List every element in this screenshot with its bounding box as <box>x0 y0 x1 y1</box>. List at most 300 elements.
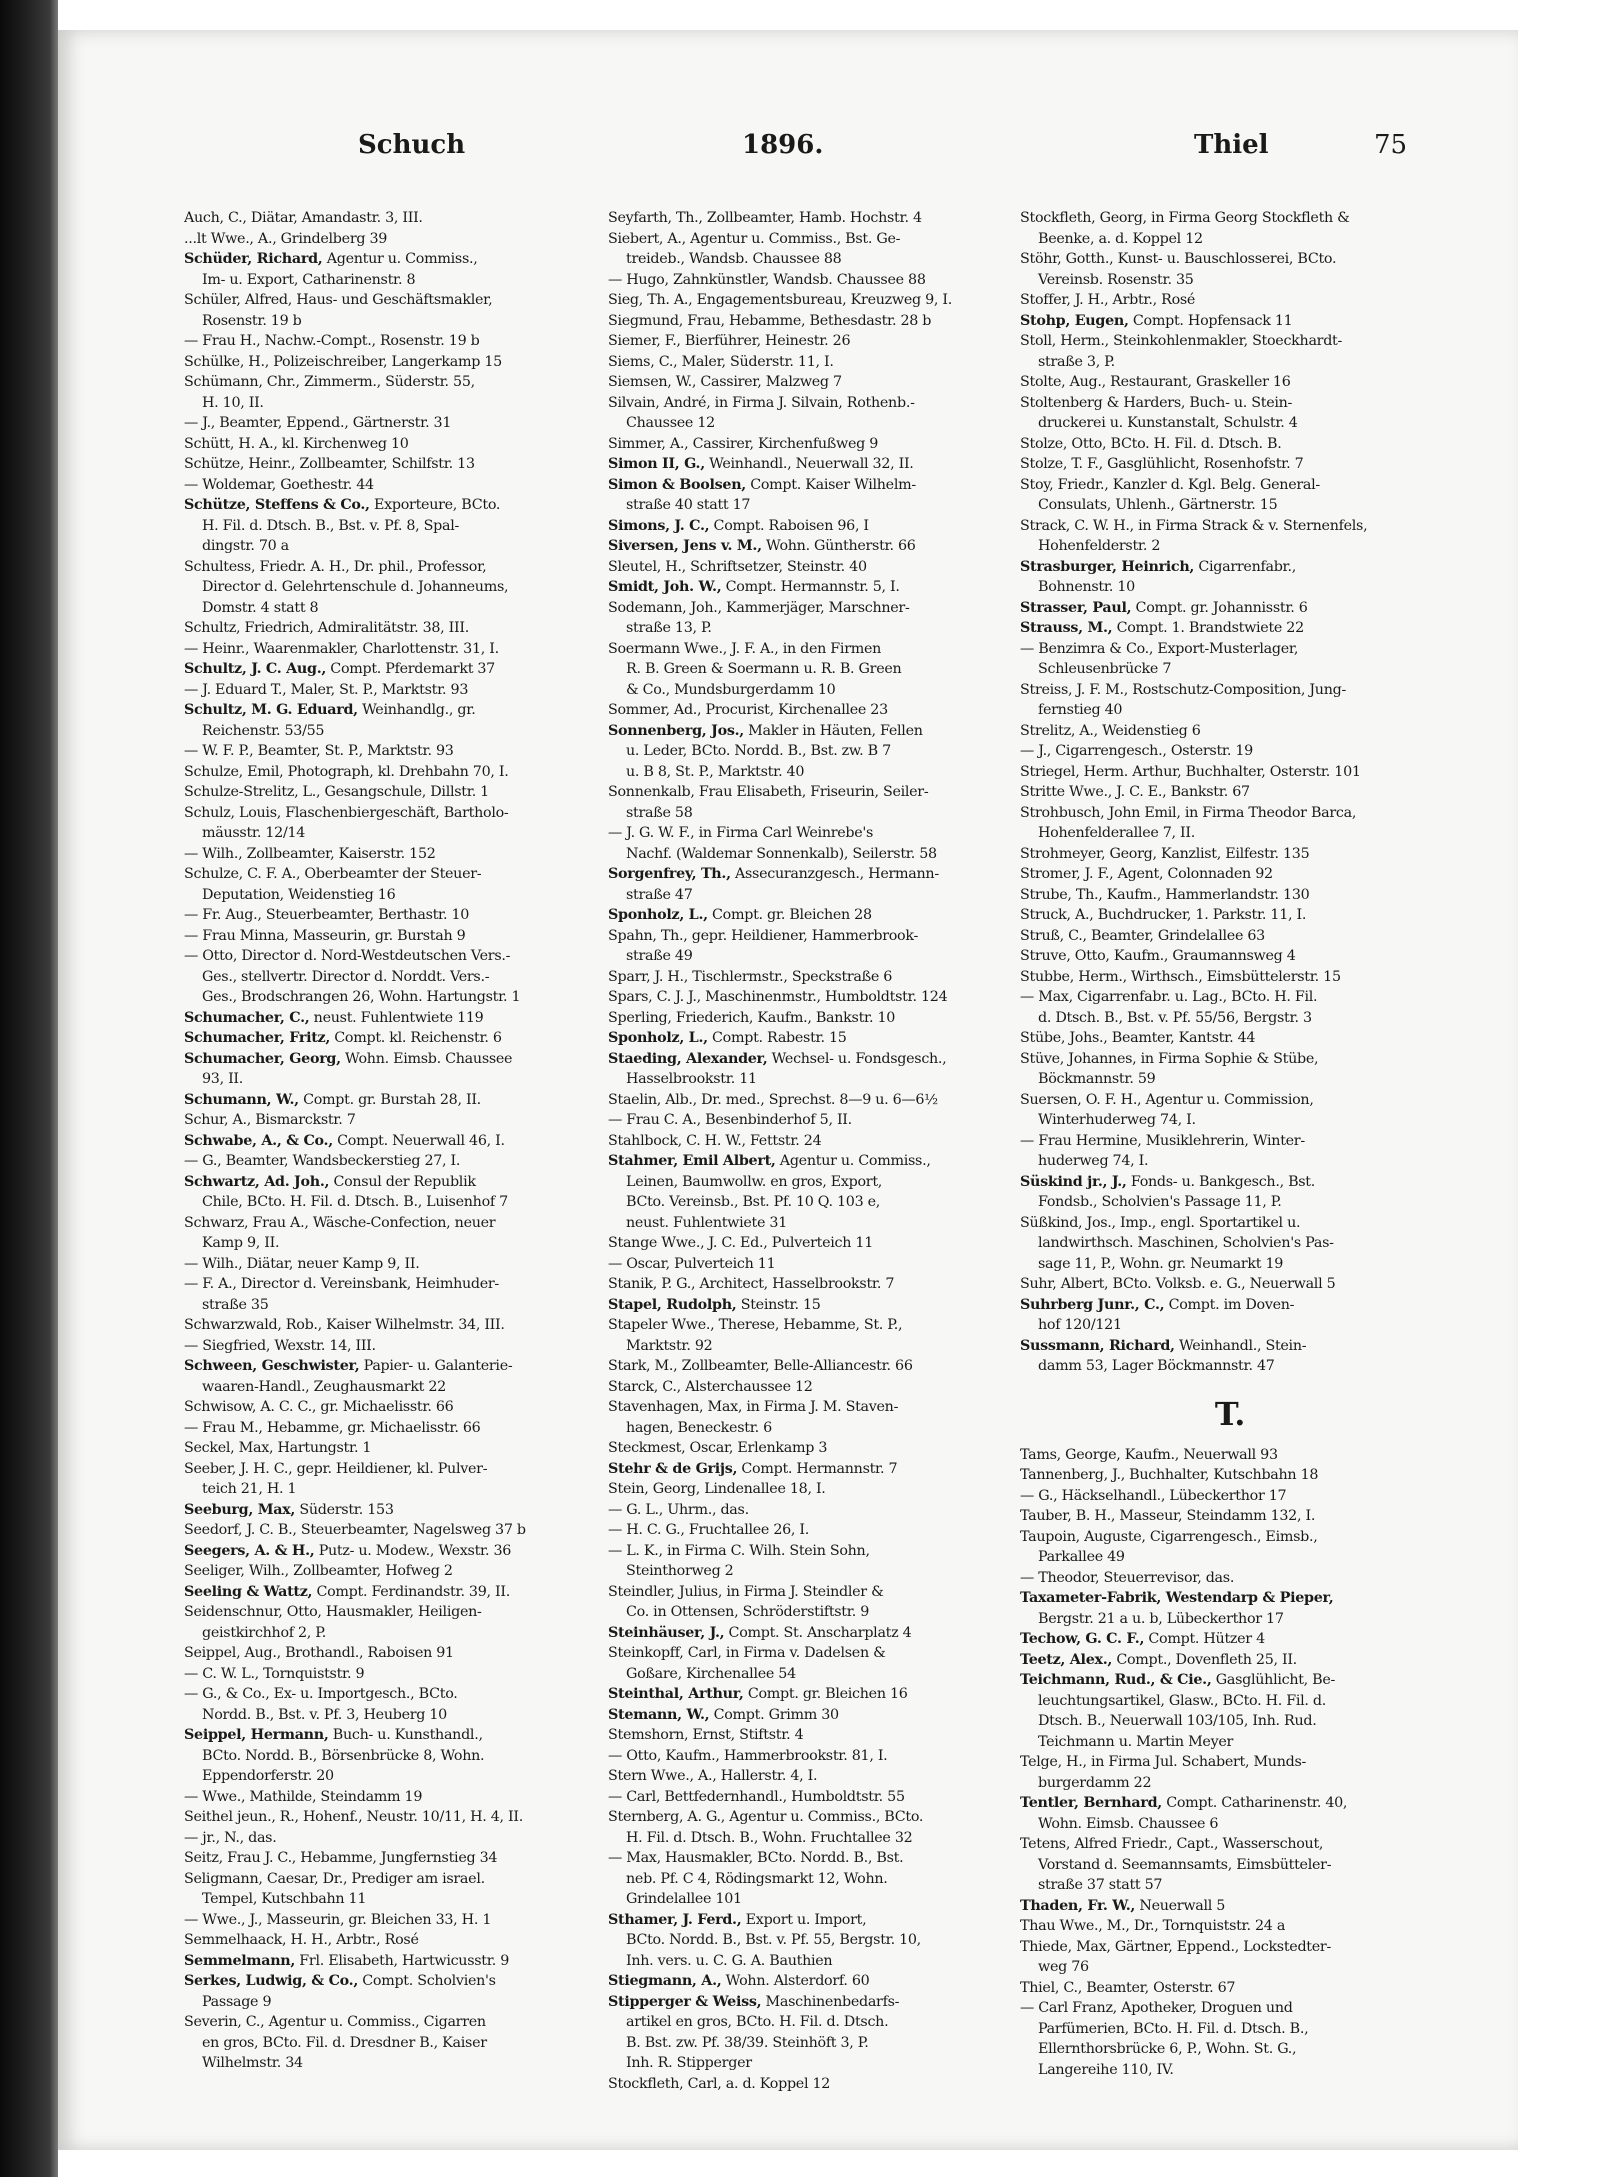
directory-entry <box>1020 1274 1440 1295</box>
directory-entry-continuation <box>1020 2060 1440 2081</box>
directory-entry-continuation <box>184 598 604 619</box>
entry-text: leuchtungsartikel, Glasw., BCto. H. Fil. d. <box>1038 1692 1327 1709</box>
directory-entry <box>184 1807 604 1828</box>
directory-entry <box>608 1910 1028 1931</box>
entry-bold-name: Schultz, J. C. Aug., <box>184 661 327 677</box>
entry-text: Compt., Dovenfleth 25, II. <box>1112 1651 1297 1668</box>
directory-entry <box>184 208 604 229</box>
entry-text: neb. Pf. C 4, Rödingsmarkt 12, Wohn. <box>626 1870 888 1887</box>
directory-entry <box>608 1807 1028 1828</box>
entry-text: Frl. Elisabeth, Hartwicusstr. 9 <box>295 1952 509 1969</box>
directory-entry <box>608 1541 1028 1562</box>
entry-text: Tempel, Kutschbahn 11 <box>202 1891 367 1907</box>
directory-entry-continuation <box>1020 700 1440 721</box>
entry-text: Parkallee 49 <box>1038 1549 1125 1565</box>
entry-bold-name: Seeburg, Max, <box>184 1501 296 1518</box>
entry-text: Seedorf, J. C. B., Steuerbeamter, Nagelsweg 37 b <box>184 1522 526 1538</box>
entry-text: u. B 8, St. P., Marktstr. 40 <box>626 763 805 780</box>
entry-text: Agentur u. Commiss., <box>322 251 478 267</box>
directory-entry <box>608 1438 1028 1459</box>
entry-text: straße 37 statt 57 <box>1038 1877 1163 1893</box>
entry-text: Thiede, Max, Gärtner, Eppend., Lockstedter- <box>1020 1938 1331 1955</box>
directory-entry <box>1020 639 1440 660</box>
directory-entry-continuation <box>184 2053 604 2074</box>
directory-entry-continuation <box>608 618 1028 639</box>
entry-bold-name: Stiegmann, A., <box>608 1973 722 1989</box>
entry-text: Reichenstr. 53/55 <box>202 722 325 739</box>
entry-text: R. B. Green & Soermann u. R. B. Green <box>626 661 902 677</box>
entry-text: Schümann, Chr., Zimmerm., Süderstr. 55, <box>184 374 475 390</box>
entry-text: Seithel jeun., R., Hohenf., Neustr. 10/11, H. 4, II. <box>184 1809 523 1825</box>
entry-text: Wilhelmstr. 34 <box>202 2055 303 2071</box>
entry-text: damm 53, Lager Böckmannstr. 47 <box>1038 1358 1275 1374</box>
directory-entry-continuation <box>608 1213 1028 1234</box>
directory-entry <box>608 393 1028 414</box>
entry-text: Compt. Hopfensack 11 <box>1128 312 1293 329</box>
directory-entry <box>184 1356 604 1377</box>
directory-entry <box>184 1336 604 1357</box>
entry-bold-name: Schumann, W., <box>184 1091 299 1108</box>
directory-entry <box>608 926 1028 947</box>
directory-entry <box>184 1028 604 1049</box>
book-binding-shadow <box>0 0 58 2177</box>
entry-text: Sleutel, H., Schriftsetzer, Steinstr. 40 <box>608 558 867 575</box>
entry-text: Weinhandl., Stein- <box>1174 1337 1307 1354</box>
entry-text: — Carl, Bettfedernhandl., Humboldtstr. 55 <box>608 1788 905 1805</box>
entry-text: Sieg, Th. A., Engagementsbureau, Kreuzweg 9, I. <box>608 292 952 308</box>
entry-text: Schüler, Alfred, Haus- und Geschäftsmakler, <box>184 292 493 308</box>
entry-text: BCto. Vereinsb., Bst. Pf. 10 Q. 103 e, <box>626 1194 881 1210</box>
directory-entry-continuation <box>608 249 1028 270</box>
directory-entry <box>608 1992 1028 2013</box>
entry-bold-name: Smidt, Joh. W., <box>608 579 722 595</box>
directory-entry-continuation <box>608 1951 1028 1972</box>
entry-text: Stockfleth, Carl, a. d. Koppel 12 <box>608 2075 831 2092</box>
entry-text: huderweg 74, I. <box>1038 1153 1149 1169</box>
entry-text: Thau Wwe., M., Dr., Tornquiststr. 24 a <box>1020 1918 1286 1934</box>
entry-text: Stolze, Otto, BCto. H. Fil. d. Dtsch. B. <box>1020 435 1282 452</box>
entry-text: Compt. gr. Burstah 28, II. <box>298 1091 481 1108</box>
entry-text: Staelin, Alb., Dr. med., Sprechst. 8—9 u. 6—6½ <box>608 1091 938 1108</box>
directory-entry <box>184 229 604 250</box>
directory-entry-continuation <box>608 885 1028 906</box>
directory-entry <box>1020 803 1440 824</box>
entry-text: — Frau M., Hebamme, gr. Michaelisstr. 66 <box>184 1419 481 1436</box>
entry-text: Stolze, T. F., Gasglühlicht, Rosenhofstr. 7 <box>1020 456 1304 472</box>
entry-text: Stange Wwe., J. C. Ed., Pulverteich 11 <box>608 1235 874 1251</box>
directory-entry <box>1020 475 1440 496</box>
entry-text: — W. F. P., Beamter, St. P., Marktstr. 93 <box>184 743 454 759</box>
entry-text: Hohenfelderallee 7, II. <box>1038 825 1195 841</box>
entry-text: Sodemann, Joh., Kammerjäger, Marschner- <box>608 599 910 616</box>
entry-text: Cigarrenfabr., <box>1194 558 1296 575</box>
entry-text: Strack, C. W. H., in Firma Strack & v. Sternenfels, <box>1020 517 1368 534</box>
directory-entry <box>1020 1486 1440 1507</box>
directory-entry <box>608 208 1028 229</box>
directory-entry <box>1020 598 1440 619</box>
directory-entry <box>608 434 1028 455</box>
directory-entry <box>184 680 604 701</box>
directory-entry <box>1020 1506 1440 1527</box>
running-header <box>58 130 1518 170</box>
entry-text: — Frau Minna, Masseurin, gr. Burstah 9 <box>184 927 466 944</box>
directory-entry <box>1020 1445 1440 1466</box>
entry-text: Wohn. Eimsb. Chaussee 6 <box>1038 1815 1219 1832</box>
directory-entry <box>1020 331 1440 352</box>
entry-text: Langereihe 110, IV. <box>1038 2061 1174 2078</box>
entry-text: Compt. Raboisen 96, I <box>709 517 869 534</box>
entry-text: treideb., Wandsb. Chaussee 88 <box>626 251 842 267</box>
entry-text: Compt. kl. Reichenstr. 6 <box>330 1030 502 1046</box>
entry-bold-name: Sonnenberg, Jos., <box>608 722 744 739</box>
entry-text: Hohenfelderstr. 2 <box>1038 538 1161 554</box>
directory-entry <box>608 1295 1028 1316</box>
entry-text: Stubbe, Herm., Wirthsch., Eimsbüttelerstr. 15 <box>1020 968 1341 985</box>
entry-bold-name: Süskind jr., J., <box>1020 1173 1127 1190</box>
directory-entry <box>608 2074 1028 2095</box>
entry-text: H. 10, II. <box>202 394 264 411</box>
entry-text: Steckmest, Oscar, Erlenkamp 3 <box>608 1440 828 1456</box>
entry-text: Schwisow, A. C. C., gr. Michaelisstr. 66 <box>184 1399 454 1415</box>
entry-text: Compt. gr. Johannisstr. 6 <box>1131 599 1308 616</box>
section-letter-heading: T. <box>1214 1394 1246 1433</box>
entry-text: Steinkopff, Carl, in Firma v. Dadelsen & <box>608 1645 886 1661</box>
directory-entry-continuation <box>184 1992 604 2013</box>
directory-entry-continuation <box>608 1069 1028 1090</box>
entry-text: — G. L., Uhrm., das. <box>608 1501 749 1518</box>
entry-text: burgerdamm 22 <box>1038 1774 1152 1791</box>
directory-entry-continuation <box>608 1172 1028 1193</box>
directory-entry <box>184 1684 604 1705</box>
entry-text: — G., & Co., Ex- u. Importgesch., BCto. <box>184 1686 458 1702</box>
entry-text: Starck, C., Alsterchaussee 12 <box>608 1378 813 1395</box>
entry-text: Rosenstr. 19 b <box>202 312 302 329</box>
entry-text: Stahlbock, C. H. W., Fettstr. 24 <box>608 1132 822 1149</box>
entry-text: Chile, BCto. H. Fil. d. Dtsch. B., Luisenhof 7 <box>202 1194 508 1210</box>
entry-text: Sonnenkalb, Frau Elisabeth, Friseurin, Seiler- <box>608 784 929 800</box>
entry-text: Ellernthorsbrücke 6, P., Wohn. St. G., <box>1038 2041 1297 2057</box>
directory-entry <box>184 803 604 824</box>
entry-text: 93, II. <box>202 1071 244 1087</box>
directory-entry-continuation <box>1020 1008 1440 1029</box>
directory-entry <box>184 1848 604 1869</box>
entry-bold-name: Simon II, G., <box>608 456 705 472</box>
entry-text: Struve, Otto, Kaufm., Graumannsweg 4 <box>1020 948 1296 964</box>
directory-entry <box>184 864 604 885</box>
entry-bold-name: Simons, J. C., <box>608 517 710 534</box>
directory-entry <box>608 331 1028 352</box>
directory-entry <box>608 721 1028 742</box>
entry-bold-name: Thaden, Fr. W., <box>1020 1897 1136 1914</box>
header-year: 1896. <box>742 130 824 160</box>
entry-text: straße 58 <box>626 804 693 821</box>
entry-text: Stoltenberg & Harders, Buch- u. Stein- <box>1020 394 1293 411</box>
header-right-catchword: Thiel <box>1194 130 1269 160</box>
directory-entry <box>608 1746 1028 1767</box>
directory-entry <box>1020 885 1440 906</box>
directory-entry-continuation <box>608 1869 1028 1890</box>
entry-text: d. Dtsch. B., Bst. v. Pf. 55/56, Bergstr. 3 <box>1038 1009 1312 1026</box>
entry-text: Compt. Rabestr. 15 <box>707 1030 847 1046</box>
entry-text: Parfümerien, BCto. H. Fil. d. Dtsch. B., <box>1038 2020 1309 2037</box>
entry-text: Struß, C., Beamter, Grindelallee 63 <box>1020 927 1265 944</box>
directory-entry <box>1020 311 1440 332</box>
entry-text: Vereinsb. Rosenstr. 35 <box>1038 271 1194 288</box>
directory-entry-continuation <box>608 1930 1028 1951</box>
directory-entry <box>608 1848 1028 1869</box>
directory-entry-continuation <box>1020 536 1440 557</box>
entry-text: Stoy, Friedr., Kanzler d. Kgl. Belg. General- <box>1020 476 1320 493</box>
entry-text: Nordd. B., Bst. v. Pf. 3, Heuberg 10 <box>202 1706 447 1723</box>
directory-entry <box>184 1131 604 1152</box>
directory-entry <box>1020 618 1440 639</box>
entry-text: Compt. Grimm 30 <box>709 1706 839 1723</box>
directory-entry <box>1020 1131 1440 1152</box>
directory-entry <box>1020 1896 1440 1917</box>
entry-text: en gros, BCto. Fil. d. Dresdner B., Kaiser <box>202 2034 487 2051</box>
entry-text: — J. G. W. F., in Firma Carl Weinrebe's <box>608 825 874 841</box>
entry-text: Compt. 1. Brandstwiete 22 <box>1112 620 1304 636</box>
directory-entry <box>608 1520 1028 1541</box>
entry-text: Fonds- u. Bankgesch., Bst. <box>1126 1173 1316 1190</box>
directory-entry-continuation <box>608 946 1028 967</box>
entry-text: Makler in Häuten, Fellen <box>743 722 923 739</box>
directory-entry <box>184 557 604 578</box>
directory-entry <box>184 1930 604 1951</box>
directory-entry <box>608 1623 1028 1644</box>
entry-text: neust. Fuhlentwiete 31 <box>626 1214 787 1231</box>
entry-text: Seippel, Aug., Brothandl., Raboisen 91 <box>184 1645 454 1661</box>
entry-text: Hasselbrookstr. 11 <box>626 1071 757 1087</box>
entry-text: Putz- u. Modew., Wexstr. 36 <box>314 1542 512 1559</box>
directory-entry <box>1020 1670 1440 1691</box>
directory-entry-continuation <box>1020 1814 1440 1835</box>
entry-text: Tannenberg, J., Buchhalter, Kutschbahn 18 <box>1020 1467 1319 1483</box>
directory-entry <box>184 618 604 639</box>
entry-text: Buch- u. Kunsthandl., <box>328 1727 483 1743</box>
directory-entry <box>184 639 604 660</box>
directory-entry <box>608 1725 1028 1746</box>
directory-entry <box>1020 905 1440 926</box>
entry-text: Streiss, J. F. M., Rostschutz-Composition, Jung- <box>1020 681 1346 698</box>
directory-entry-continuation <box>184 311 604 332</box>
directory-entry <box>1020 1028 1440 1049</box>
entry-text: Wohn. Eimsb. Chaussee <box>340 1050 513 1067</box>
directory-entry <box>608 311 1028 332</box>
directory-entry <box>608 967 1028 988</box>
directory-entry-continuation <box>1020 229 1440 250</box>
directory-entry <box>1020 1588 1440 1609</box>
directory-entry <box>184 741 604 762</box>
directory-entry <box>1020 434 1440 455</box>
entry-bold-name: Semmelmann, <box>184 1952 296 1969</box>
entry-text: Siebert, A., Agentur u. Commiss., Bst. Ge- <box>608 230 901 247</box>
entry-text: — Hugo, Zahnkünstler, Wandsb. Chaussee 88 <box>608 271 926 288</box>
entry-text: Wohn. Güntherstr. 66 <box>761 538 916 554</box>
entry-text: Siemer, F., Bierführer, Heinestr. 26 <box>608 333 851 349</box>
entry-text: Assecuranzgesch., Hermann- <box>730 866 939 882</box>
directory-entry <box>184 1971 604 1992</box>
entry-text: Schleusenbrücke 7 <box>1038 661 1172 677</box>
entry-text: Stemshorn, Ernst, Stiftstr. 4 <box>608 1727 804 1743</box>
entry-text: Compt. gr. Bleichen 28 <box>707 907 872 923</box>
entry-bold-name: Schwabe, A., & Co., <box>184 1132 333 1149</box>
directory-entry-continuation <box>1020 2039 1440 2060</box>
directory-entry-continuation <box>608 659 1028 680</box>
entry-text: Im- u. Export, Catharinenstr. 8 <box>202 271 416 288</box>
entry-text: mäusstr. 12/14 <box>202 825 306 841</box>
directory-entry-continuation <box>1020 577 1440 598</box>
entry-text: Co. in Ottensen, Schröderstiftstr. 9 <box>626 1604 870 1620</box>
entry-text: — Wwe., J., Masseurin, gr. Bleichen 33, H. 1 <box>184 1911 492 1928</box>
directory-entry-continuation <box>1020 352 1440 373</box>
directory-entry-continuation <box>608 1418 1028 1439</box>
directory-entry <box>608 516 1028 537</box>
entry-bold-name: Sorgenfrey, Th., <box>608 866 731 882</box>
entry-text: Stein, Georg, Lindenallee 18, I. <box>608 1481 826 1497</box>
directory-entry <box>184 926 604 947</box>
entry-text: Schwarz, Frau A., Wäsche-Confection, neuer <box>184 1214 496 1231</box>
directory-entry <box>1020 782 1440 803</box>
entry-text: Seligmann, Caesar, Dr., Prediger am israel. <box>184 1870 485 1887</box>
directory-entry <box>184 1110 604 1131</box>
entry-text: Siems, C., Maler, Süderstr. 11, I. <box>608 353 834 370</box>
directory-entry <box>184 1500 604 1521</box>
directory-entry <box>1020 1793 1440 1814</box>
entry-bold-name: Seegers, A. & H., <box>184 1542 315 1559</box>
directory-entry-continuation <box>608 1889 1028 1910</box>
directory-entry <box>608 782 1028 803</box>
entry-text: Wohn. Alsterdorf. 60 <box>721 1973 870 1989</box>
entry-text: Dtsch. B., Neuerwall 103/105, Inh. Rud. <box>1038 1713 1317 1729</box>
directory-entry-continuation <box>184 1889 604 1910</box>
directory-entry-continuation <box>608 844 1028 865</box>
entry-text: Süßkind, Jos., Imp., engl. Sportartikel u. <box>1020 1214 1301 1231</box>
entry-text: Sparr, J. H., Tischlermstr., Speckstraße 6 <box>608 968 893 985</box>
directory-entry-continuation <box>184 516 604 537</box>
entry-text: Striegel, Herm. Arthur, Buchhalter, Osterstr. 101 <box>1020 763 1361 780</box>
directory-entry <box>608 1397 1028 1418</box>
entry-text: Compt. Neuerwall 46, I. <box>332 1132 505 1149</box>
entry-bold-name: Tentler, Bernhard, <box>1020 1795 1162 1811</box>
entry-bold-name: Staeding, Alexander, <box>608 1050 768 1067</box>
entry-text: Siegmund, Frau, Hebamme, Bethesdastr. 28 b <box>608 312 932 329</box>
directory-entry <box>184 1151 604 1172</box>
entry-text: Seidenschnur, Otto, Hausmakler, Heiligen- <box>184 1604 482 1620</box>
entry-text: Stern Wwe., A., Hallerstr. 4, I. <box>608 1768 818 1784</box>
directory-entry <box>184 1869 604 1890</box>
entry-text: Kamp 9, II. <box>202 1235 280 1251</box>
entry-text: Seitz, Frau J. C., Hebamme, Jungfernstieg 34 <box>184 1850 498 1866</box>
entry-text: Compt. St. Anscharplatz 4 <box>724 1624 912 1641</box>
entry-text: dingstr. 70 a <box>202 538 289 554</box>
entry-text: Marktstr. 92 <box>626 1337 713 1354</box>
entry-text: Siemsen, W., Cassirer, Malzweg 7 <box>608 374 842 390</box>
directory-entry <box>184 372 604 393</box>
directory-entry <box>1020 1916 1440 1937</box>
directory-entry <box>1020 1090 1440 1111</box>
directory-entry <box>1020 372 1440 393</box>
entry-text: Fondsb., Scholvien's Passage 11, P. <box>1038 1194 1282 1210</box>
entry-text: Ges., Brodschrangen 26, Wohn. Hartungstr. 1 <box>202 989 521 1005</box>
directory-entry-continuation <box>608 2012 1028 2033</box>
directory-entry-continuation <box>184 1377 604 1398</box>
directory-entry-continuation <box>608 1192 1028 1213</box>
directory-entry <box>608 372 1028 393</box>
entry-text: Compt. Scholvien's <box>358 1973 496 1989</box>
entry-text: Compt. Kaiser Wilhelm- <box>745 476 916 493</box>
entry-text: Stüve, Johannes, in Firma Sophie & Stübe, <box>1020 1050 1319 1067</box>
directory-entry <box>608 475 1028 496</box>
entry-text: H. Fil. d. Dtsch. B., Bst. v. Pf. 8, Spal- <box>202 517 460 534</box>
entry-text: Vorstand d. Seemannsamts, Eimsbütteler- <box>1038 1856 1332 1873</box>
entry-bold-name: Suhrberg Junr., C., <box>1020 1296 1165 1313</box>
directory-entry-continuation <box>608 741 1028 762</box>
entry-text: Inh. vers. u. C. G. A. Bauthien <box>626 1952 833 1969</box>
directory-entry <box>608 700 1028 721</box>
directory-entry <box>1020 1336 1440 1357</box>
directory-entry-continuation <box>184 1746 604 1767</box>
entry-text: Schwarzwald, Rob., Kaiser Wilhelmstr. 34, III. <box>184 1317 505 1333</box>
directory-entry <box>608 290 1028 311</box>
directory-entry <box>184 1049 604 1070</box>
entry-text: Goßare, Kirchenallee 54 <box>626 1665 796 1682</box>
directory-entry <box>1020 1834 1440 1855</box>
directory-entry-continuation <box>184 1705 604 1726</box>
directory-entry <box>608 1459 1028 1480</box>
entry-text: Taupoin, Auguste, Cigarrengesch., Eimsb., <box>1020 1528 1318 1545</box>
directory-entry <box>184 1602 604 1623</box>
directory-entry <box>184 1582 604 1603</box>
directory-entry <box>608 1766 1028 1787</box>
entry-text: Stockfleth, Georg, in Firma Georg Stockfleth & <box>1020 210 1350 226</box>
entry-text: Bohnenstr. 10 <box>1038 579 1135 595</box>
directory-entry <box>184 1213 604 1234</box>
entry-text: Schulze, Emil, Photograph, kl. Drehbahn 70, I. <box>184 763 509 780</box>
directory-entry <box>184 1438 604 1459</box>
directory-entry <box>1020 946 1440 967</box>
entry-text: — Carl Franz, Apotheker, Droguen und <box>1020 2000 1293 2016</box>
entry-bold-name: Steinhäuser, J., <box>608 1624 725 1641</box>
directory-entry-continuation <box>184 1192 604 1213</box>
entry-text: Stolte, Aug., Restaurant, Graskeller 16 <box>1020 374 1291 390</box>
entry-text: — Heinr., Waarenmakler, Charlottenstr. 31, I. <box>184 640 499 657</box>
directory-entry-continuation <box>1020 1356 1440 1377</box>
entry-bold-name: Schumacher, Fritz, <box>184 1030 331 1046</box>
entry-text: Compt. Hermannstr. 7 <box>737 1460 898 1477</box>
directory-entry <box>184 1172 604 1193</box>
entry-text: BCto. Nordd. B., Bst. v. Pf. 55, Bergstr. 10, <box>626 1932 921 1948</box>
directory-entry <box>184 1643 604 1664</box>
entry-text: Sommer, Ad., Procurist, Kirchenallee 23 <box>608 702 888 718</box>
entry-text: Schultess, Friedr. A. H., Dr. phil., Professor, <box>184 558 487 575</box>
directory-entry-continuation <box>184 885 604 906</box>
directory-entry-continuation <box>1020 1254 1440 1275</box>
directory-entry <box>608 1787 1028 1808</box>
entry-text: Schulze, C. F. A., Oberbeamter der Steuer- <box>184 866 482 882</box>
directory-entry <box>1020 454 1440 475</box>
entry-text: — L. K., in Firma C. Wilh. Stein Sohn, <box>608 1542 870 1559</box>
directory-entry <box>1020 393 1440 414</box>
entry-text: Auch, C., Diätar, Amandastr. 3, III. <box>184 210 423 226</box>
directory-entry <box>184 700 604 721</box>
directory-entry <box>184 1541 604 1562</box>
entry-bold-name: Siversen, Jens v. M., <box>608 538 762 554</box>
directory-entry-continuation <box>1020 1773 1440 1794</box>
directory-entry <box>184 844 604 865</box>
directory-entry-continuation <box>184 721 604 742</box>
directory-entry <box>1020 762 1440 783</box>
